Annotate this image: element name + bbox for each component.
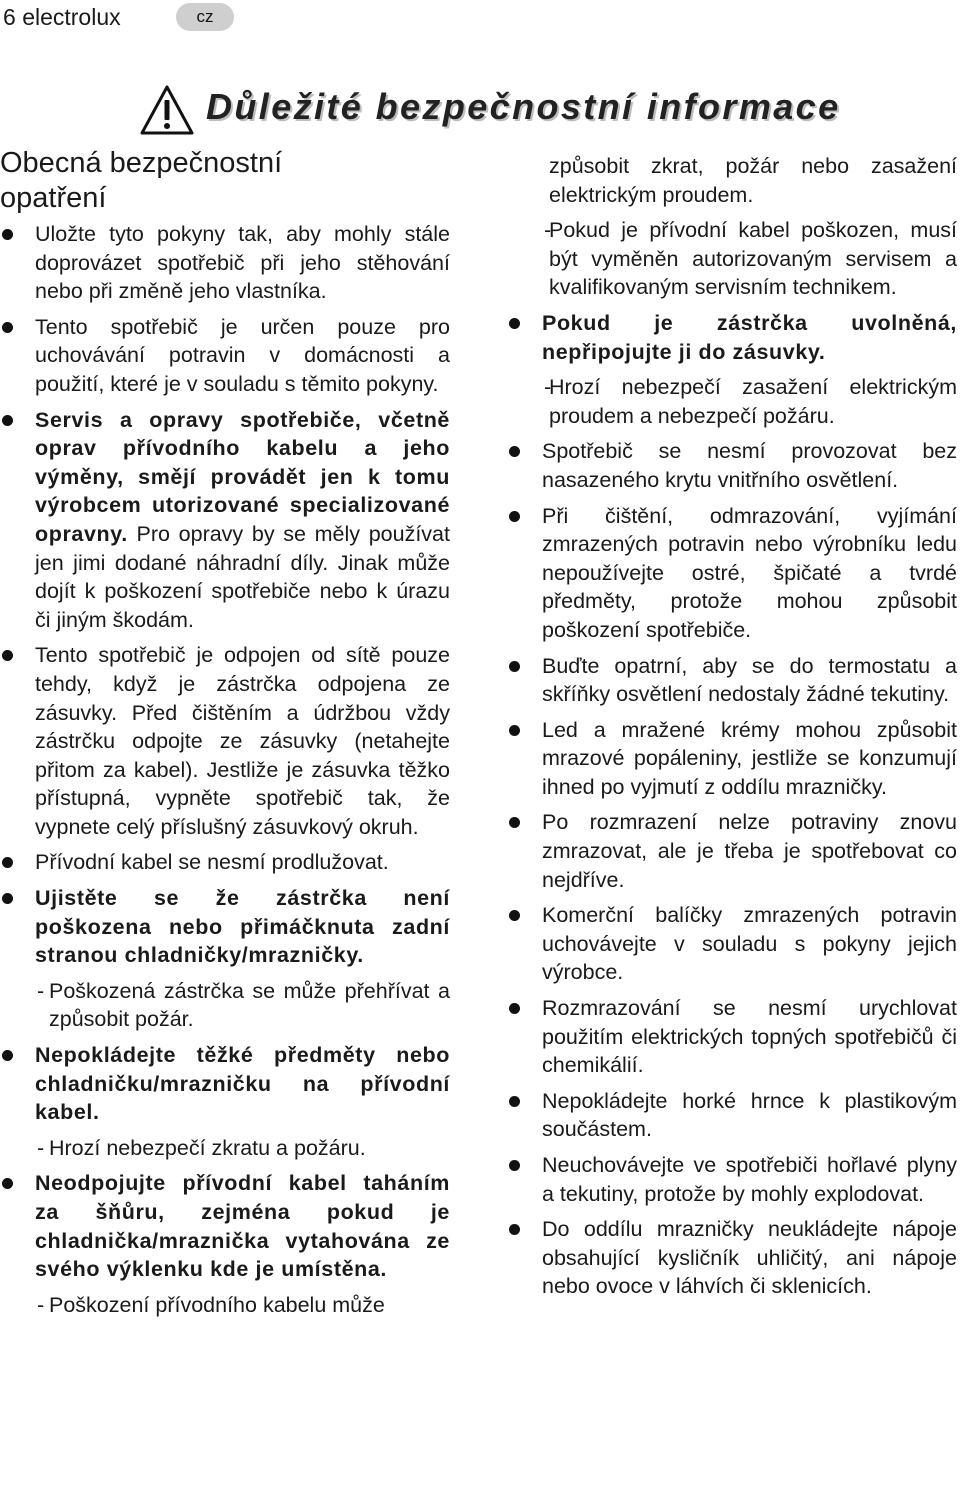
list-item: Po rozmrazení nelze potraviny znovu zmrazovat, ale je třeba je spotřebovat co nejdříve. [507,808,957,894]
page-title: Důležité bezpečnostní informace [206,86,841,127]
safety-list-cont [0,1169,450,1283]
list-item: Nepokládejte těžké předměty nebo chladničku/mrazničku na přívodní kabel. [0,1041,450,1127]
safety-list [507,309,957,366]
list-item: Led a mražené krémy mohou způsobit mrazové popáleniny, jestliže se konzumují ihned po vyjmutí z oddílu mrazničky. [507,716,957,802]
language-badge: cz [176,3,234,31]
list-item: Tento spotřebič je odpojen od sítě pouze tehdy, když je zástrčka odpojena ze zásuvky. Před čištěním a údržbou vždy zástrčku odpojte ze zásuvky (netahejte přitom za kabel). Jestliže je zásuvka těžko přístupná, vypněte spotřebič tak, že vypnete celý příslušný zásuvkový okruh. [0,641,450,841]
list-item: Pokud je zástrčka uvolněná, nepřipojujte ji do zásuvky. [507,309,957,366]
list-item: Spotřebič se nesmí provozovat bez nasazeného krytu vnitřního osvětlení. [507,437,957,494]
list-item: Servis a opravy spotřebiče, včetně oprav přívodního kabelu a jeho výměny, smějí provádět jen k tomu výrobcem utorizované specializované opravny. Pro opravy by se měly používat jen jimi dodané náhradní díly. Jinak může dojít k poškození spotřebiče nebo k úrazu či jiným škodám. [0,406,450,635]
list-item: Přívodní kabel se nesmí prodlužovat. [0,848,450,877]
list-item: Uložte tyto pokyny tak, aby mohly stále doprovázet spotřebič při jeho stěhování nebo při změně jeho vlastníka. [0,220,450,306]
page-title-block [140,84,960,140]
page-header [0,0,960,34]
safety-list-cont [507,437,957,1301]
safety-list [0,220,450,970]
continued-text: způsobit zkrat, požár nebo zasažení elektrickým proudem. [549,154,957,207]
sub-note: - Poškození přívodního kabelu může [0,1291,450,1320]
list-item: Rozmrazování se nesmí urychlovat použitím elektrických topných spotřebičů či chemikálií. [507,994,957,1080]
list-item: Komerční balíčky zmrazených potravin uchovávejte v souladu s pokyny jejich výrobce. [507,901,957,987]
safety-list-cont [0,1041,450,1127]
list-item: Nepokládejte horké hrnce k plastikovým součástem. [507,1087,957,1144]
list-item: Neodpojujte přívodní kabel taháním za šňůru, zejména pokud je chladnička/mraznička vytahována ze svého výklenku kde je umístěna. [0,1169,450,1283]
page-number-brand: 6 electrolux [3,4,121,30]
sub-note: - Pokud je přívodní kabel poškozen, musí být vyměněn autorizovaným servisem a kvalifikovaným servisním technikem. [507,216,957,302]
sub-note: - Hrozí nebezpečí zkratu a požáru. [0,1134,450,1163]
list-item: Ujistěte se že zástrčka není poškozena nebo přimáčknuta zadní stranou chladničky/mrazničky. [0,884,450,970]
left-column [0,146,450,1326]
list-item: Neuchovávejte ve spotřebiči hořlavé plyny a tekutiny, protože by mohly explodovat. [507,1151,957,1208]
section-title: Obecná bezpečnostní opatření [0,147,283,214]
list-item: Buďte opatrní, aby se do termostatu a skříňky osvětlení nedostaly žádné tekutiny. [507,652,957,709]
list-item: Tento spotřebič je určen pouze pro uchovávání potravin v domácnosti a použití, které je v souladu s těmito pokyny. [0,313,450,399]
sub-note: - Poškozená zástrčka se může přehřívat a způsobit požár. [0,977,450,1034]
list-item: Do oddílu mrazničky neukládejte nápoje obsahující kysličník uhličitý, ani nápoje nebo ovoce v láhvích či sklenicích. [507,1215,957,1301]
sub-note: - Hrozí nebezpečí zasažení elektrickým proudem a nebezpečí požáru. [507,373,957,430]
right-column [507,152,957,1308]
list-item: Při čištění, odmrazování, vyjímání zmrazených potravin nebo výrobníku ledu nepoužívejte ostré, špičaté a tvrdé předměty, protože mohou způsobit poškození spotřebiče. [507,502,957,645]
warning-triangle-icon [140,84,194,136]
